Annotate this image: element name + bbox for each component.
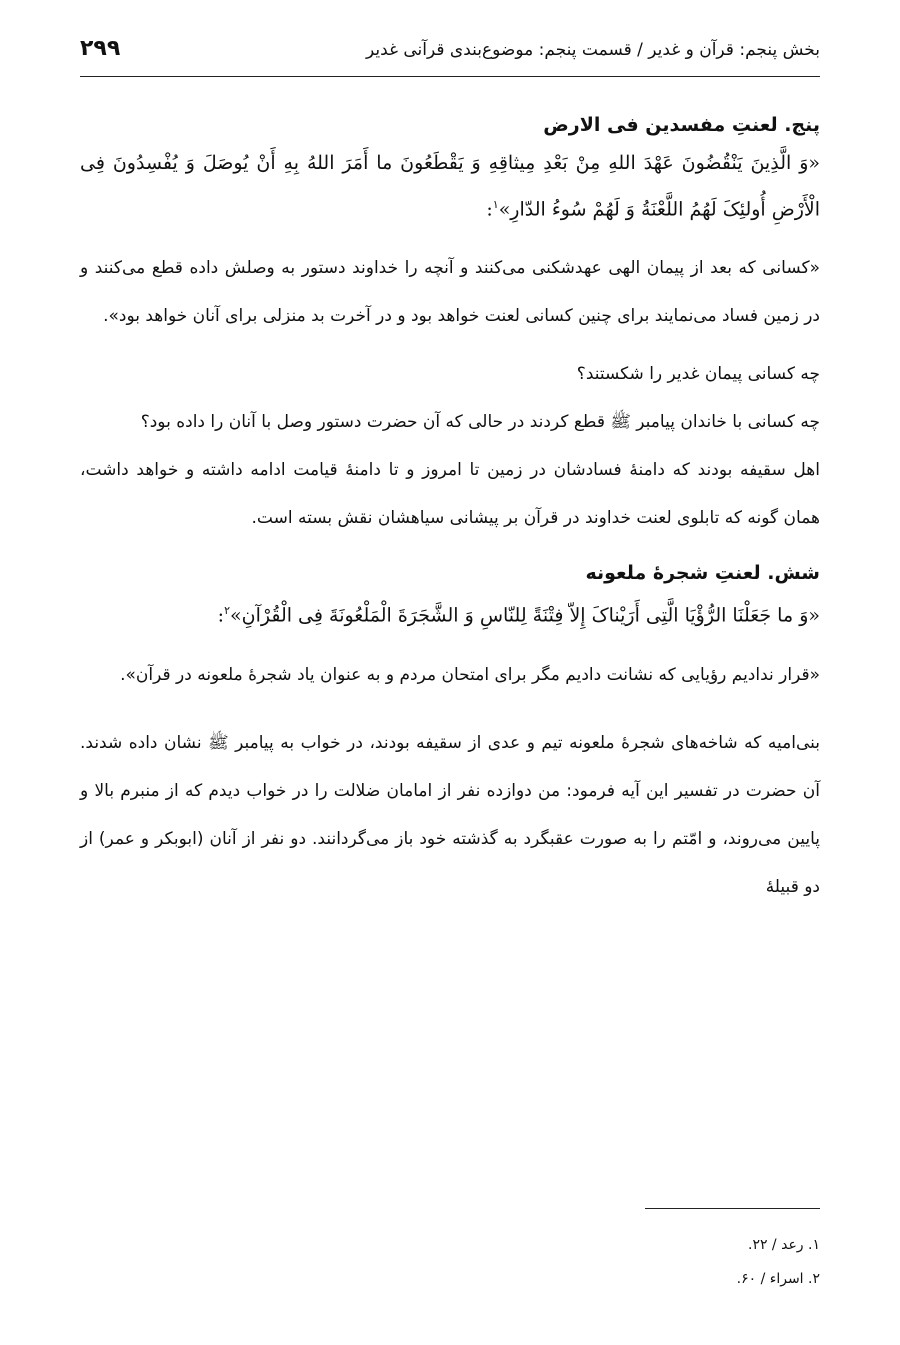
- footnotes: [80, 1228, 820, 1296]
- question-one: چه کسانی پیمان غدیر را شکستند؟: [576, 364, 820, 385]
- header-title: بخش پنجم: قرآن و غدیر / قسمت پنجم: موضوع‌بندی قرآنی غدیر: [366, 40, 820, 60]
- running-header: [80, 36, 820, 77]
- question-two: چه کسانی با خاندان پیامبر ﷺ قطع کردند در حالی که آن حضرت دستور وصل با آنان را داده بود؟: [140, 412, 820, 433]
- footnote-ref-1: ۱: [492, 198, 499, 211]
- section-six-verse: «وَ ما جَعَلْنَا الرُّؤْیَا الَّتِی أَرَیْناکَ إِلاّ فِتْنَةً لِلنّاسِ وَ الشَّجَرَةَ الْمَلْعُونَةَ فِی الْقُرْآنِ»$^۲$:: [217, 604, 820, 627]
- verse-text: «وَ ما جَعَلْنَا الرُّؤْیَا الَّتِی أَرَیْناکَ إِلاّ فِتْنَةً لِلنّاسِ وَ الشَّجَرَةَ الْمَلْعُونَةَ فِی الْقُرْآنِ»: [230, 604, 820, 627]
- section-five-translation: «کسانی که بعد از پیمان الهی عهدشکنی می‌کنند و آنچه را خداوند دستور به وصلش داده قطع می‌کنند و در زمین فساد می‌نمایند برای چنین کسانی لعنت خواهد بود و در آخرت بد منزلی برای آنان خواهد بود».: [80, 258, 820, 327]
- section-five-verse: «وَ الَّذِینَ یَنْقُضُونَ عَهْدَ اللهِ مِنْ بَعْدِ مِیثاقِهِ وَ یَقْطَعُونَ ما أَمَرَ اللهُ بِهِ أَنْ یُوصَلَ وَ یُفْسِدُونَ فِی الْأَرْضِ أُولئِکَ لَهُمُ اللَّعْنَةُ وَ لَهُمْ سُوءُ الدّارِ»$^۱$:: [80, 152, 820, 221]
- section-six-paragraph: بنی‌امیه که شاخه‌های شجرهٔ ملعونه تیم و عدی از سقیفه بودند، در خواب به پیامبر ﷺ نشان داده شدند. آن حضرت در تفسیر این آیه فرمود: من دوازده نفر از امامان ضلالت را در خواب دیدم که از منبرم بالا و پایین می‌روند، و امّتم را به صورت عقبگرد به گذشته خود باز می‌گردانند. دو نفر از آنان (ابوبکر و عمر) از دو قبیلهٔ: [80, 732, 820, 897]
- section-six-heading: شش. لعنتِ شجرهٔ ملعونه: [585, 562, 820, 585]
- section-five-heading: پنج. لعنتِ مفسدین فی الارض: [543, 114, 820, 136]
- page-number: ۲۹۹: [80, 36, 121, 61]
- section-six-translation: «قرار ندادیم رؤیایی که نشانت دادیم مگر برای امتحان مردم و به عنوان یاد شجرهٔ ملعونه در قرآن».: [120, 664, 820, 685]
- footnote-ref-2: ۲: [224, 604, 230, 618]
- footnote-2: ۲. اسراء / ۶۰.: [736, 1271, 820, 1287]
- footnote-divider: [645, 1208, 820, 1209]
- page-body: [80, 108, 820, 911]
- answer-paragraph: اهل سقیفه بودند که دامنهٔ فسادشان در زمین تا امروز و تا دامنهٔ قیامت ادامه داشته و خواهد داشت، همان گونه که تابلوی لعنت خداوند در قرآن بر پیشانی سیاهشان نقش بسته است.: [80, 460, 820, 529]
- verse-text: «وَ الَّذِینَ یَنْقُضُونَ عَهْدَ اللهِ مِنْ بَعْدِ مِیثاقِهِ وَ یَقْطَعُونَ ما أَمَرَ اللهُ بِهِ أَنْ یُوصَلَ وَ یُفْسِدُونَ فِی الْأَرْضِ أُولئِکَ لَهُمُ اللَّعْنَةُ وَ لَهُمْ سُوءُ الدّارِ»: [80, 152, 820, 221]
- footnote-1: ۱. رعد / ۲۲.: [747, 1237, 820, 1253]
